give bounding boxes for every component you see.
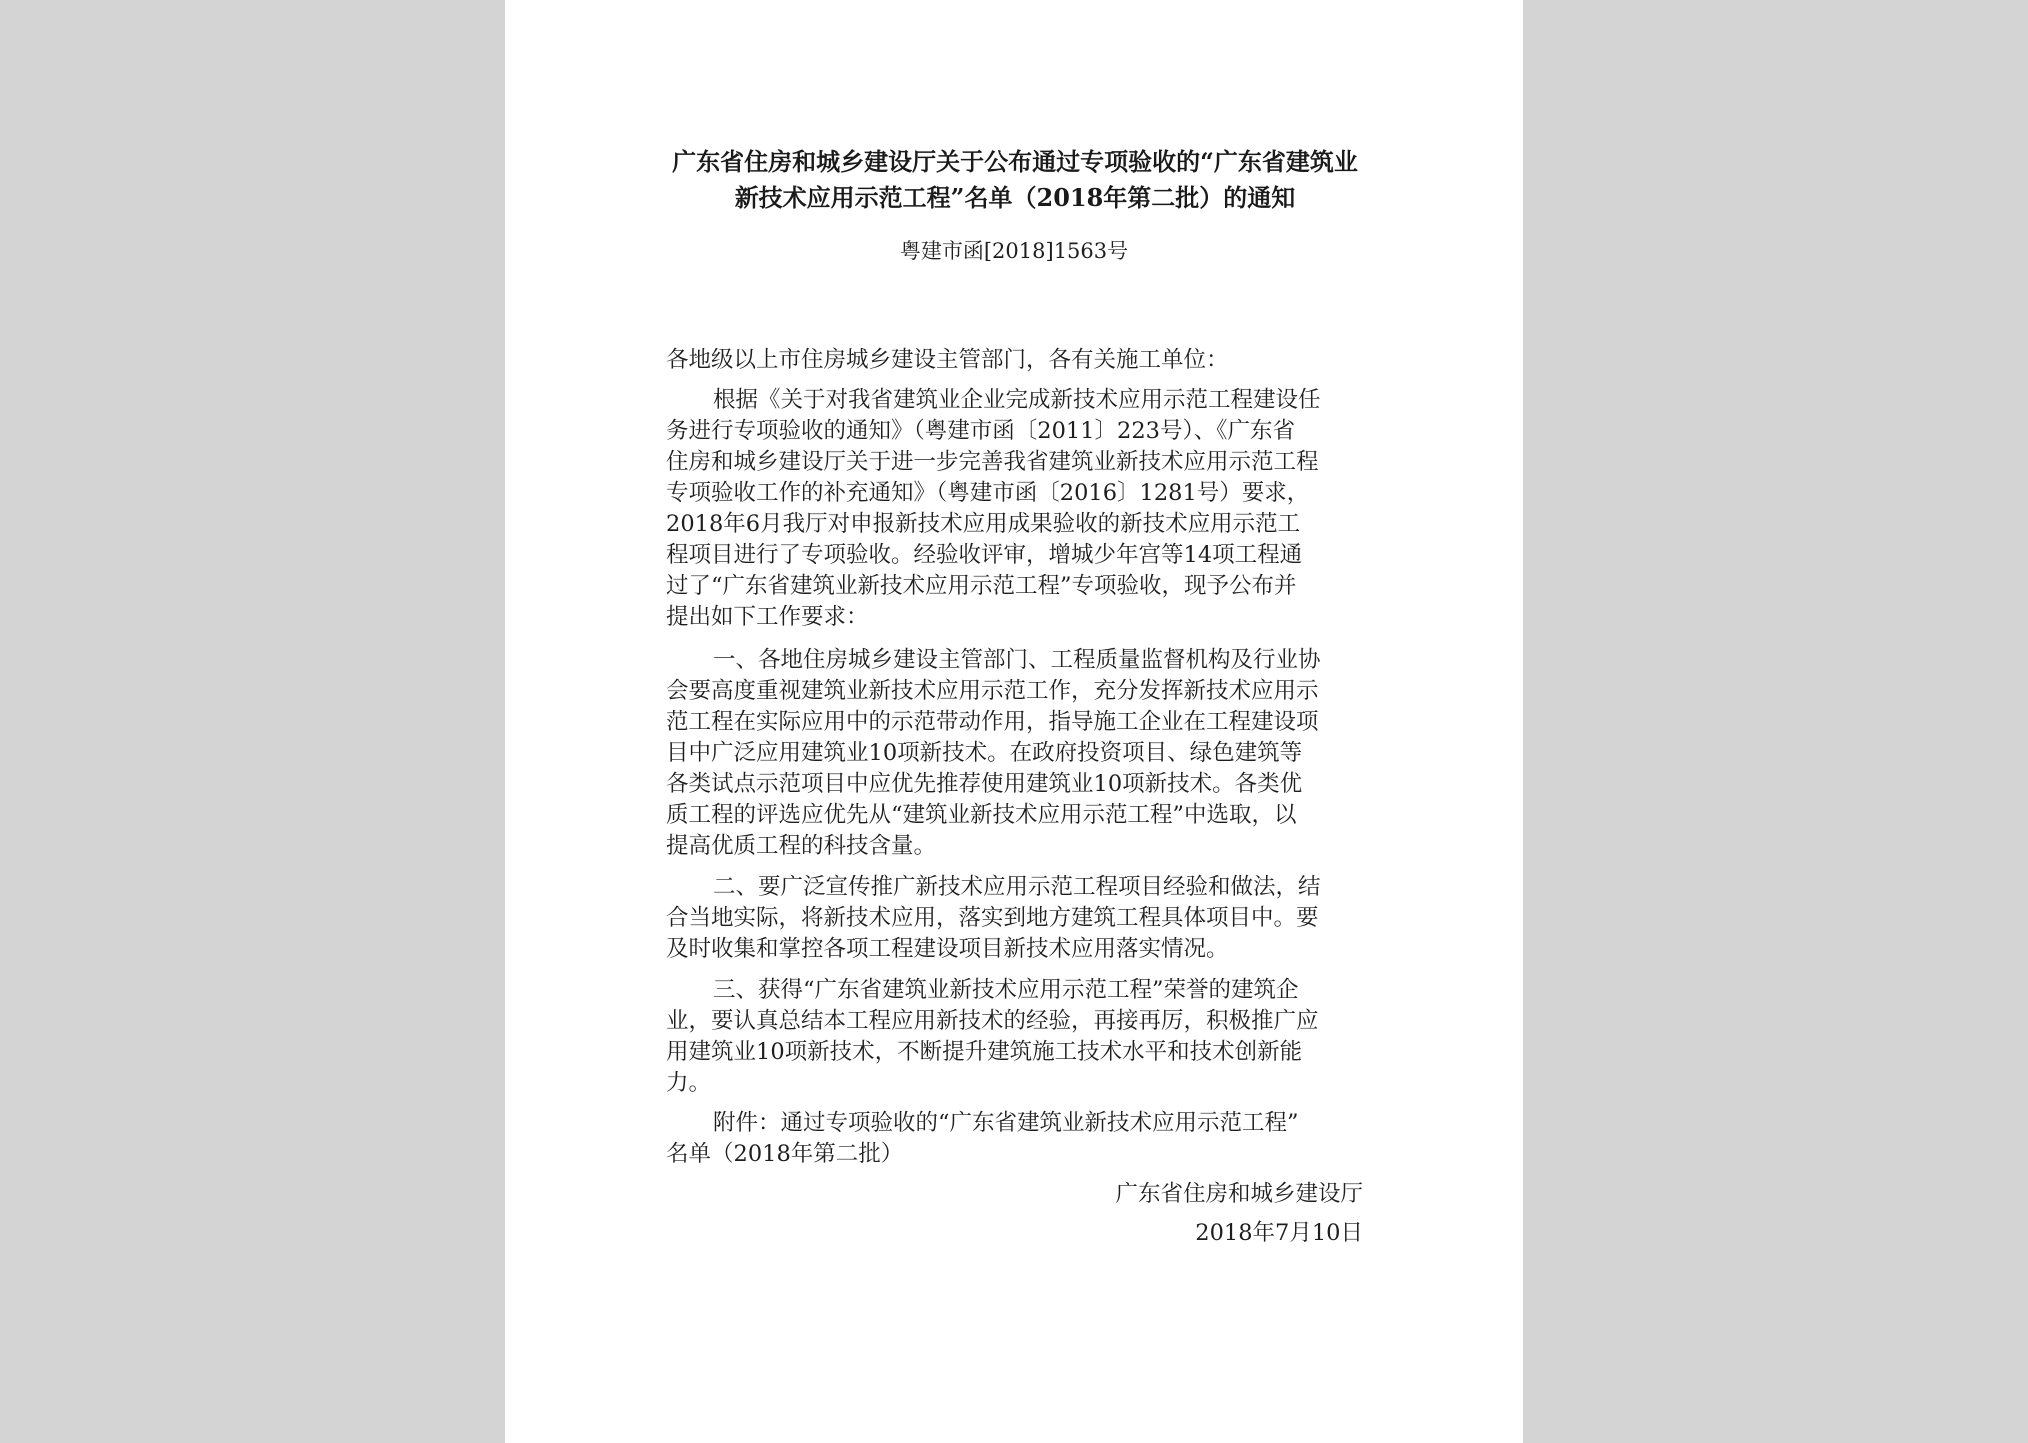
para1-line: 住房和城乡建设厅关于进一步完善我省建筑业新技术应用示范工程 <box>666 449 1319 475</box>
para3-line: 及时收集和掌控各项工程建设项目新技术应用落实情况。 <box>666 936 1229 962</box>
para2-line: 范工程在实际应用中的示范带动作用，指导施工企业在工程建设项 <box>666 709 1319 735</box>
para2-line: 各类试点示范项目中应优先推荐使用建筑业10项新技术。各类优 <box>666 771 1303 797</box>
para4-line: 三、获得“广东省建筑业新技术应用示范工程”荣誉的建筑企 <box>713 977 1299 1003</box>
issue-date: 2018年7月10日 <box>1195 1220 1363 1246</box>
para2-line: 会要高度重视建筑业新技术应用示范工作，充分发挥新技术应用示 <box>666 678 1319 704</box>
para1-line: 程项目进行了专项验收。经验收评审，增城少年宫等14项工程通 <box>666 542 1303 568</box>
document-page <box>505 0 1523 1443</box>
para1-line: 专项验收工作的补充通知》（粤建市函〔2016〕1281号）要求， <box>666 480 1310 506</box>
attachment-line: 名单（2018年第二批） <box>666 1141 904 1167</box>
salutation: 各地级以上市住房城乡建设主管部门，各有关施工单位： <box>666 347 1229 373</box>
para3-line: 二、要广泛宣传推广新技术应用示范工程项目经验和做法，结 <box>713 874 1321 900</box>
para2-line: 质工程的评选应优先从“建筑业新技术应用示范工程”中选取，以 <box>666 802 1297 828</box>
para2-line: 一、各地住房城乡建设主管部门、工程质量监督机构及行业协 <box>713 647 1321 673</box>
para4-line: 业，要认真总结本工程应用新技术的经验，再接再厉，积极推广应 <box>666 1008 1319 1034</box>
document-title-line-1: 广东省住房和城乡建设厅关于公布通过专项验收的“广东省建筑业 <box>672 147 1358 176</box>
para1-line: 务进行专项验收的通知》（粤建市函〔2011〕223号）、《广东省 <box>666 418 1295 444</box>
para1-line: 2018年6月我厅对申报新技术应用成果验收的新技术应用示范工 <box>666 511 1301 537</box>
para2-line: 提高优质工程的科技含量。 <box>666 833 937 859</box>
document-title-line-2: 新技术应用示范工程”名单（2018年第二批）的通知 <box>734 183 1296 212</box>
para3-line: 合当地实际，将新技术应用，落实到地方建筑工程具体项目中。要 <box>666 905 1319 931</box>
attachment-line: 附件：通过专项验收的“广东省建筑业新技术应用示范工程” <box>713 1110 1299 1136</box>
para2-line: 目中广泛应用建筑业10项新技术。在政府投资项目、绿色建筑等 <box>666 740 1303 766</box>
para4-line: 用建筑业10项新技术，不断提升建筑施工技术水平和技术创新能 <box>666 1039 1303 1065</box>
para4-line: 力。 <box>666 1070 712 1096</box>
document-number: 粤建市函[2018]1563号 <box>899 239 1129 263</box>
para1-line: 根据《关于对我省建筑业企业完成新技术应用示范工程建设任 <box>713 387 1321 413</box>
para1-line: 提出如下工作要求： <box>666 604 869 630</box>
issuer-signature: 广东省住房和城乡建设厅 <box>1115 1181 1363 1207</box>
para1-line: 过了“广东省建筑业新技术应用示范工程”专项验收，现予公布并 <box>666 573 1297 599</box>
